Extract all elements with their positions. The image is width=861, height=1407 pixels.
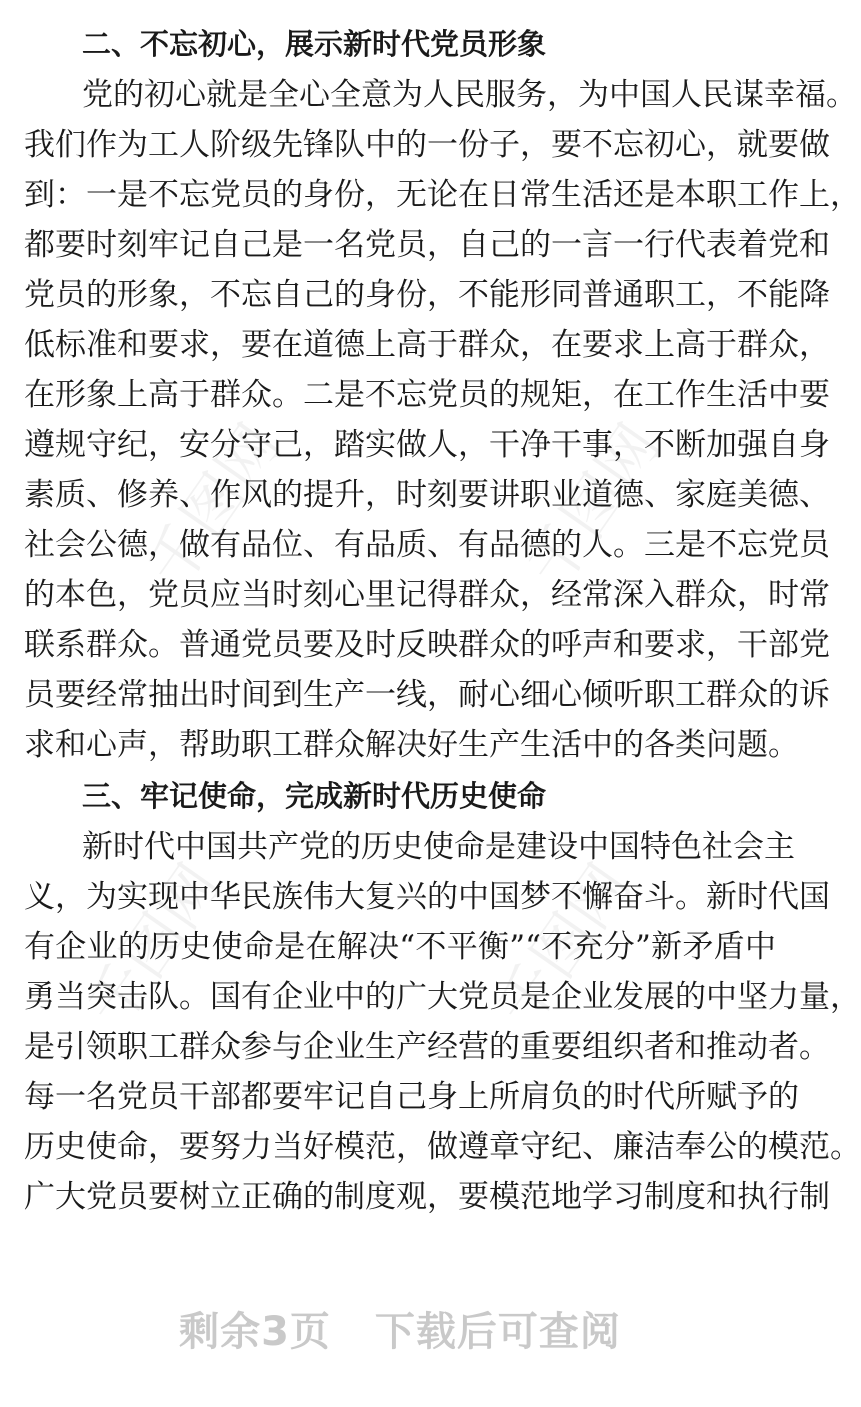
paragraph-line: 的本色，党员应当时刻心里记得群众，经常深入群众，时常	[24, 577, 830, 613]
paragraph-line: 党员的形象，不忘自己的身份，不能形同普通职工，不能降	[24, 277, 830, 313]
section-heading: 三、牢记使命，完成新时代历史使命	[82, 779, 547, 813]
download-prompt-button[interactable]	[0, 1302, 800, 1362]
paragraph-line: 广大党员要树立正确的制度观，要模范地学习制度和执行制	[24, 1179, 830, 1215]
paragraph-line: 低标准和要求，要在道德上高于群众，在要求上高于群众，	[24, 327, 830, 363]
paragraph-line: 都要时刻牢记自己是一名党员，自己的一言一行代表着党和	[24, 227, 830, 263]
paragraph-line: 每一名党员干部都要牢记自己身上所肩负的时代所赋予的	[24, 1079, 799, 1115]
paragraph-line: 是引领职工群众参与企业生产经营的重要组织者和推动者。	[24, 1029, 830, 1065]
paragraph-line: 到：一是不忘党员的身份，无论在日常生活还是本职工作上，	[24, 177, 861, 213]
paragraph-line: 社会公德，做有品位、有品质、有品德的人。三是不忘党员	[24, 527, 830, 563]
paragraph-line: 党的初心就是全心全意为人民服务，为中国人民谋幸福。	[82, 77, 857, 113]
paragraph-line: 新时代中国共产党的历史使命是建设中国特色社会主	[82, 829, 795, 865]
paragraph-line: 遵规守纪，安分守己，踏实做人，干净干事，不断加强自身	[24, 427, 830, 463]
watermark: 千图网	[133, 412, 295, 600]
section-heading: 二、不忘初心，展示新时代党员形象	[82, 27, 547, 61]
paragraph-line: 求和心声，帮助职工群众解决好生产生活中的各类问题。	[24, 727, 799, 763]
paragraph-line: 有企业的历史使命是在解决“不平衡”“不充分”新矛盾中	[24, 929, 776, 965]
paragraph-line: 素质、修养、作风的提升，时刻要讲职业道德、家庭美德、	[24, 477, 830, 513]
download-to-view-label: 下载后可查阅	[374, 1309, 621, 1355]
watermark: 千图网	[73, 852, 235, 1040]
watermark: 千图网	[513, 412, 675, 600]
remaining-pages-label: 剩余3页	[179, 1309, 331, 1355]
paragraph-line: 联系群众。普通党员要及时反映群众的呼声和要求，干部党	[24, 627, 830, 663]
paragraph-line: 我们作为工人阶级先锋队中的一份子，要不忘初心，就要做	[24, 127, 830, 163]
paragraph-line: 在形象上高于群众。二是不忘党员的规矩，在工作生活中要	[24, 377, 830, 413]
watermark: 千图网	[483, 852, 645, 1040]
paragraph-line: 员要经常抽出时间到生产一线，耐心细心倾听职工群众的诉	[24, 677, 830, 713]
paragraph-line: 历史使命，要努力当好模范，做遵章守纪、廉洁奉公的模范。	[24, 1129, 861, 1165]
paragraph-line: 勇当突击队。国有企业中的广大党员是企业发展的中坚力量，	[24, 979, 861, 1015]
paragraph-line: 义，为实现中华民族伟大复兴的中国梦不懈奋斗。新时代国	[24, 879, 830, 915]
